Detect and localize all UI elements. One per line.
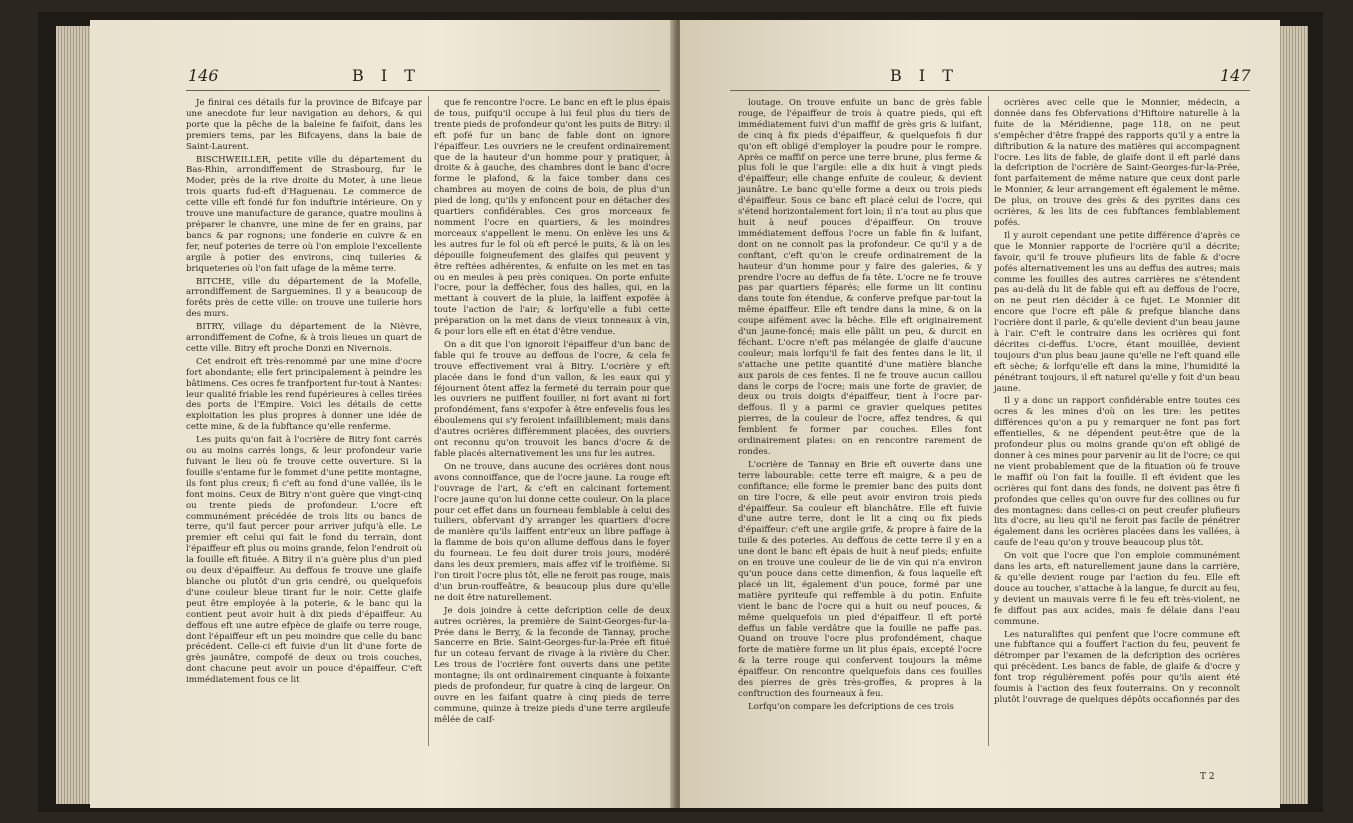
right-head-rule bbox=[730, 90, 1250, 91]
paragraph: que fe rencontre l'ocre. Le banc en eft le plus épais de tous, puifqu'il occupe à lui feul plus du tiers de trente pieds de profondeur qu'ont les puits de Bitry: il eft pofé fur un banc de fable dont on ignore l'épaiffeur. Les ouvriers ne le creufent ordinairement que de la hauteur d'un homme pour y pratiquer, à droite & à gauche, des chambres dont le banc d'ocre forme le plafond, & la faice tomber dans ces chambres au moyen de coins de bois, de plus d'un pied de long, qu'ils y enfoncent pour en détacher des quartiers confidérables. Ces gros morceaux fe nomment l'ocre en quartiers, & les moindres morceaux s'appellent le menu. On enlève les uns & les autres fur le fol où eft percé le puits, & là on les dépouille foigneufement des glaifes qui peuvent y être reftées adhérentes, & enfuite on les met en tas ou en meules à peu près coniques. On porte enfuite l'ocre, pour la deffécher, fous des halles, qui, en la mettant à couvert de la pluie, la laiffent expofée à toute l'action de l'air; & lorfqu'elle a fubi cette préparation on la met dans de vieux tonneaux à vin, & pour lors elle eft en état d'être vendue. bbox=[434, 98, 670, 338]
paragraph: L'ocrière de Tannay en Brie eft ouverte dans une terre labourable: cette terre eft maigre, & a peu de confiftance; elle forme le premier banc des puits dont on tire l'ocre, & elle peut avoir environ trois pieds d'épaiffeur. Sa couleur eft blanchâtre. Elle eft fuivie d'une autre terre, dont le lit a cinq ou fix pieds d'épaiffeur: c'eft une argile grife, & propre à faire de la tuile & des poteries. Au deffous de cette terre il y en a une dont le banc eft épais de huit à neuf pieds; enfuite on en trouve une couleur de lie de vin qui n'a environ qu'un pouce dans cette dimenfion, & fous laquelle eft placé un lit, également d'un pouce, formé par une matière pyriteufe qui reffemble à du potin. Enfuite vient le banc de l'ocre qui a huit ou neuf pouces, & même quelquefois un pied d'épaiffeur. Il eft porté deffus un fable verdâtre que la fouille ne paffe pas. Quand on trouve l'ocre plus profondément, chaque forte de matière forme un lit plus épais, excepté l'ocre & la terre rouge qui confervent toujours la même épaiffeur. On rencontre quelquefois dans ces fouilles des pierres de grès très-groffes, & propres à la conftruction des fourneaux à feu. bbox=[738, 459, 982, 699]
paragraph: On ne trouve, dans aucune des ocrières dont nous avons connoiffance, que de l'ocre jaune. La rouge eft l'ouvrage de l'art, & c'eft en calcinant fortement l'ocre jaune qu'on lui donne cette couleur. On la place pour cet effet dans un fourneau femblable à celui des tuiliers, obfervant d'y arranger les quartiers d'ocre de manière qu'ils laiffent entr'eux un libre paffage à la flamme de bois qu'on allume deffous dans le foyer du fourneau. Le feu doit durer trois jours, modéré dans les deux premiers, mais affez vif le troifième. Si l'on tiroit l'ocre plus tôt, elle ne feroit pas rouge, mais d'un brun-rouffeâtre, & beaucoup plus dure qu'elle ne doit être naturellement. bbox=[434, 461, 670, 603]
signature-mark: T 2 bbox=[1200, 772, 1215, 782]
left-running-head: B I T bbox=[352, 66, 421, 85]
paragraph: Cet endroit eft très-renommé par une mine d'ocre fort abondante; elle fert principalement à peindre les bâtimens. Ces ocres fe tranfportent fur-tout à Nantes: leur qualité friable les rend fupérieures à celles tirées des ports de l'Empire. Voici les détails de cette exploitation les plus propres à donner une idée de cette mine, & de la fubftance qu'elle renferme. bbox=[186, 356, 422, 433]
right-column-2 bbox=[994, 98, 1240, 708]
left-column-1 bbox=[186, 98, 422, 688]
left-head-rule bbox=[186, 90, 660, 91]
left-page bbox=[90, 20, 675, 808]
right-column-1 bbox=[738, 98, 982, 715]
paragraph: BITRY, village du département de la Nièvre, arrondiffement de Cofne, & à trois lieues un quart de cette ville. Bitry eft proche Donzi en Nivernois. bbox=[186, 322, 422, 354]
paragraph: Je finirai ces détails fur la province de Bifcaye par une anecdote fur leur navigation au dehors, & qui porte que la pêche de la baleine fe faifoit, dans les premiers tems, par les Bifcayens, dans la baie de Saint-Laurent. bbox=[186, 98, 422, 152]
right-page bbox=[680, 20, 1280, 808]
paragraph: Il y auroit cependant une petite différence d'après ce que le Monnier rapporte de l'ocrière qu'il a décrite; favoir, qu'il fe trouve plufieurs lits de fable & d'ocre pofés alternativement les uns au deffus des autres; mais comme les fouilles des autres carrières ne s'étendent pas au-delà du lit de fable qui eft au deffous de l'ocre, on ne peut rien décider à ce fujet. Le Monnier dit encore que l'ocre eft pâle & prefque blanche dans l'ocrière dont il parle, & qu'elle devient d'un beau jaune à l'air. C'eft le contraire dans les ocrières qui font décrites ci-deffus. L'ocre, étant mouillée, devient toujours d'un plus beau jaune qu'elle ne l'eft quand elle eft sèche; & lorfqu'elle eft dans la mine, l'humidité la pénétrant toujours, il eft naturel qu'elle y foit d'un beau jaune. bbox=[994, 230, 1240, 394]
paragraph: BITCHE, ville du département de la Mofelle, arrondiffement de Sarguemines. Il y a beaucoup de forêts près de cette ville: on trouve une tuilerie hors des murs. bbox=[186, 276, 422, 320]
paragraph: Les naturaliftes qui penfent que l'ocre commune eft une fubftance qui a fouffert l'action du feu, peuvent fe détromper par l'examen de la defcription des ocrières qui précèdent. Les bancs de fable, de glaife & d'ocre y font trop régulièrement pofés pour qu'ils aient été foumis à l'action des feux fouterrains. On y reconnoît plutôt l'ouvrage de quelques dépôts occafionnés par des bbox=[994, 629, 1240, 705]
paragraph: On a dit que l'on ignoroit l'épaiffeur d'un banc de fable qui fe trouve au deffous de l'ocre, & cela fe trouve effectivement vrai à Bitry. L'ocrière y eft placée dans le fond d'un vallon, & les eaux qui y féjournent ôtent affez la fermeté du terrain pour que les ouvriers ne puiffent fouiller, ni fort avant ni fort profondément, fans s'expofer à être enfevelis fous les éboulemens qui s'y feroient infailliblement; mais dans d'autres ocrières différemment placées, des ouvriers ont reconnu qu'on trouvoit les bancs d'ocre & de fable placés alternativement les uns fur les autres. bbox=[434, 339, 670, 459]
paragraph: ocrières avec celle que le Monnier, médecin, a donnée dans fes Obfervations d'Hiftoire naturelle à la fuite de la Méridienne, page 118, on ne peut s'empêcher d'être frappé des rapports qu'il y a entre la diftribution & la nature des matières qui accompagnent l'ocre. Les lits de fable, de glaife dont il eft parlé dans la defcription de l'ocrière de Saint-Georges-fur-la-Prée, font parfaitement de même nature que ceux dont parle le Monnier, & leur arrangement eft également le même. De plus, on trouve des grès & des pyrites dans ces ocrières, & les lits de ces fubftances femblablement pofés. bbox=[994, 98, 1240, 228]
right-running-head: B I T bbox=[890, 66, 959, 85]
left-page-number: 146 bbox=[188, 66, 219, 85]
left-column-2 bbox=[434, 98, 670, 728]
left-column-divider bbox=[428, 96, 429, 746]
right-page-edges bbox=[1278, 26, 1308, 804]
paragraph: loutage. On trouve enfuite un banc de grès fable rouge, de l'épaiffeur de trois à quatre pieds, qui eft immédiatement fuivi d'un maffif de grès gris & luifant, de cinq à fix pieds d'épaiffeur, & quelquefois fi dur qu'on eft obligé d'employer la poudre pour le rompre. Après ce maffif on perce une terre brune, plus ferme & plus foli le que l'argile: elle a dix huit à vingt pieds d'épaiffeur; elle change enfuite de couleur, & devient jaunâtre. Le banc qu'elle forme a deux ou trois pieds d'épaiffeur. Sous ce banc eft placé celui de l'ocre, qui s'étend horizontalement fort loin; il n'a tout au plus que huit à neuf pouces d'épaiffeur. On trouve immédiatement deffous l'ocre un fable fin & luifant, dont on ne connoît pas la profondeur. Ce qu'il y a de conftant, c'eft qu'on le creufe ordinairement de la hauteur d'un homme pour y faire des galeries, & y prendre l'ocre au deffus de fa tête. L'ocre ne fe trouve pas par quartiers féparés; elle forme un lit continu dans toute fon étendue, & conferve prefque par-tout la même épaiffeur. Elle eft tendre dans la mine, & on la coupe aifément avec la bêche. Elle eft originairement d'un jaune-foncé; mais elle pâlit un peu, & durcit en féchant. L'ocre n'eft pas mélangée de glaife d'aucune couleur; mais lorfqu'il fe fait des fentes dans le lit, il s'attache une petite quantité d'une matière blanche aux parois de ces fentes. Il ne fe trouve aucun caillou dans le corps de l'ocre; mais une forte de gravier, de deux ou trois doigts d'épaiffeur, tient à l'ocre par-deffous. Il y a parmi ce gravier quelques petites pierres, de la couleur de l'ocre, affez tendres, & qui femblent fe former par couches. Elles font ordinairement plates: on en rencontre rarement de rondes. bbox=[738, 98, 982, 457]
paragraph: On voit que l'ocre que l'on emploie communément dans les arts, eft naturellement jaune dans la carrière, & qu'elle devient rouge par l'action du feu. Elle eft douce au toucher, s'attache à la langue, fe durcit au feu, y devient un mauvais verre fi le feu eft très-violent, ne fe diffout pas aux acides, mais fe délaie dans l'eau commune. bbox=[994, 551, 1240, 627]
paragraph: Il y a donc un rapport confidérable entre toutes ces ocres & les mines d'où on les tire: les petites différences qu'on a pu y remarquer ne font pas fort effentielles, & ne dépendent peut-être que de la profondeur plus ou moins grande qu'on eft obligé de donner à ces mines pour parvenir au lit de l'ocre; ce qui ne vient probablement que de la fituation où fe trouve le maffif où l'on fait la fouille. Il eft évident que les ocrières qui font dans des fonds, ne doivent pas être fi profondes que celles qu'on ouvre fur des collines ou fur des montagnes: dans celles-ci on peut creufer plufieurs lits d'ocre, au lieu qu'il ne feroit pas facile de pénétrer également dans les ocrières placées dans les vallées, à caufe de l'eau qu'on y trouve beaucoup plus tôt. bbox=[994, 396, 1240, 549]
paragraph: BISCHWEILLER, petite ville du département du Bas-Rhin, arrondiffement de Strasbourg, fur le Moder, près de la rive droite du Moter, à une lieue trois quarts fud-eft d'Haguenau. Le commerce de cette ville eft fondé fur fon induftrie intérieure. On y trouve une manufacture de garance, quatre moulins à préparer le chanvre, une mine de fer en grains, par bancs & par rognons; une fonderie en cuivre & en fer, neuf poteries de terre où l'on emploie l'excellente argile à potier des environs, cinq tuileries & briqueteries où l'on fait ufage de la même terre. bbox=[186, 154, 422, 274]
right-column-divider bbox=[988, 96, 989, 746]
open-book bbox=[38, 12, 1323, 812]
right-page-number: 147 bbox=[1220, 66, 1251, 85]
paragraph: Je dois joindre à cette defcription celle de deux autres ocrières, la première de Saint-Georges-fur-la-Prée dans le Berry, & la feconde de Tannay, proche Sancerre en Brie. Saint-Georges-fur-la-Prée eft fitué fur un coteau fervant de rivage à la rivière du Cher. Les trous de l'ocrière font ouverts dans une petite montagne; ils ont ordinairement cinquante à foixante pieds de profondeur, fur quatre à cinq de largeur. On ouvre en les faifant quatre à cinq pieds de terre commune, quinze à treize pieds d'une terre argileufe mêlée de caif- bbox=[434, 605, 670, 725]
left-page-edges bbox=[56, 26, 92, 804]
paragraph: Les puits qu'on fait à l'ocrière de Bitry font carrés ou au moins carrés longs, & leur profondeur varie fuivant le lieu où fe trouve cette ouverture. Si la fouille s'entame fur le fommet d'une petite montagne, ils font plus creux; fi c'eft au fond d'une vallée, ils le font moins. Ceux de Bitry n'ont guère que vingt-cinq ou trente pieds de profondeur. L'ocre eft communément précédée de trois lits ou bancs de terre, qu'il faut percer pour arriver jufqu'à elle. Le premier eft celui qui fait le fond du terrain, dont l'épaiffeur eft plus ou moins grande, felon l'endroit où la fouille eft fituée. A Bitry il n'a guère plus d'un pied ou deux d'épaiffeur. Au deffous fe trouve une glaife blanche ou plutôt d'un gris cendré, ou quelquefois d'une couleur bleue tirant fur le noir. Cette glaife peut être employée à la poterie, & le banc qui la contient peut avoir huit à dix pieds d'épaiffeur. Au deffous eft une autre efpèce de glaife ou terre rouge, dont l'épaiffeur eft un peu moindre que celle du banc précédent. Celle-ci eft fuivie d'un lit d'une forte de grès jaunâtre, compofé de deux ou trois couches, dont chacune peut avoir un pouce d'épaiffeur. C'eft immédiatement fous ce lit bbox=[186, 435, 422, 686]
paragraph: Lorfqu'on compare les defcriptions de ces trois bbox=[748, 701, 954, 712]
